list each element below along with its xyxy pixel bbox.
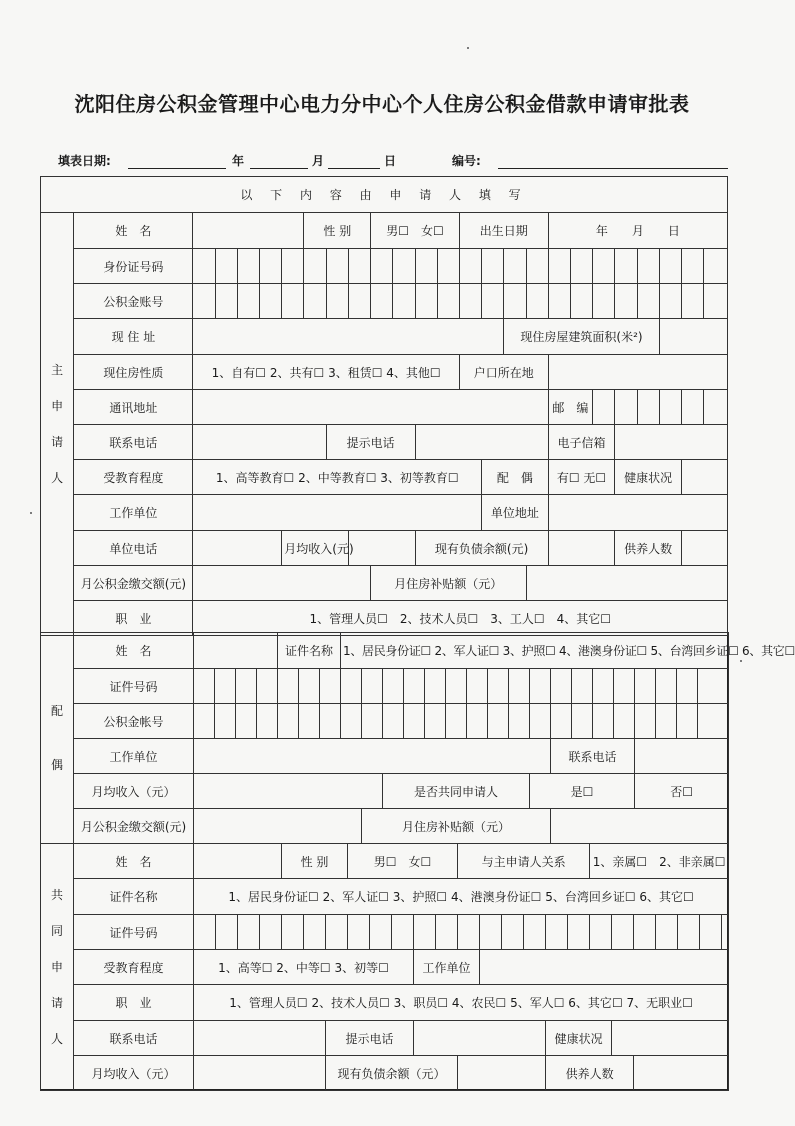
main-housing-nature-label: 现住房性质 — [74, 355, 193, 390]
spouse-section-label — [41, 633, 74, 844]
co-phone-label: 联系电话 — [74, 1021, 194, 1056]
spouse-employer-field[interactable] — [194, 739, 551, 774]
spouse-fund-digit[interactable] — [362, 704, 383, 739]
spouse-cert-digit[interactable] — [656, 669, 677, 704]
main-fund-digit[interactable] — [659, 284, 681, 319]
spouse-fund-digit[interactable] — [698, 704, 729, 739]
main-id-digit[interactable] — [348, 249, 370, 284]
main-id-digit[interactable] — [526, 249, 548, 284]
spouse-cert-digit[interactable] — [488, 669, 509, 704]
main-id-digit[interactable] — [260, 249, 282, 284]
number-field[interactable] — [498, 168, 728, 169]
spouse-cert-digit[interactable] — [257, 669, 278, 704]
form-title: 沈阳住房公积金管理中心电力分中心个人住房公积金借款申请审批表 — [74, 92, 690, 116]
main-spouse-options[interactable]: 有☐ 无☐ — [548, 460, 615, 495]
main-id-digit[interactable] — [570, 249, 592, 284]
main-fund-digit[interactable] — [526, 284, 548, 319]
main-name-label: 姓 名 — [74, 213, 193, 249]
spouse-cert-digit[interactable] — [236, 669, 257, 704]
spouse-fund-digit[interactable] — [341, 704, 362, 739]
main-id-digit[interactable] — [371, 249, 393, 284]
co-applicant-table — [40, 843, 729, 1091]
spouse-fund-account-label: 公积金帐号 — [74, 704, 194, 739]
spouse-cert-options[interactable]: 1、居民身份证☐ 2、军人证☐ 3、护照☐ 4、港澳身份证☐ 5、台湾回乡证☐ 6、其它☐ — [341, 633, 729, 669]
co-cert-digit[interactable] — [656, 915, 678, 950]
spouse-cert-no-label: 证件号码 — [74, 669, 194, 704]
spouse-fund-digit[interactable] — [467, 704, 488, 739]
co-cert-no-label: 证件号码 — [74, 915, 194, 950]
main-id-digit[interactable] — [304, 249, 326, 284]
main-fund-digit[interactable] — [215, 284, 237, 319]
spouse-fund-digit[interactable] — [677, 704, 698, 739]
main-birth-label: 出生日期 — [459, 213, 548, 249]
main-fund-digit[interactable] — [459, 284, 481, 319]
spouse-fund-digit[interactable] — [383, 704, 404, 739]
spouse-cert-digit[interactable] — [530, 669, 551, 704]
main-gender-label: 性 别 — [304, 213, 371, 249]
spouse-fund-digit[interactable] — [299, 704, 320, 739]
main-phone-field[interactable] — [193, 425, 326, 460]
main-fund-digit[interactable] — [371, 284, 393, 319]
spouse-fund-digit[interactable] — [509, 704, 530, 739]
main-postcode-label: 邮 编 — [548, 390, 592, 425]
co-section-text: 共同申请人 — [50, 888, 63, 1046]
main-fund-digit[interactable] — [415, 284, 437, 319]
main-fund-digit[interactable] — [304, 284, 326, 319]
main-area-field[interactable] — [659, 319, 727, 355]
main-postcode-digit[interactable] — [593, 390, 615, 425]
main-employer-phone-field[interactable] — [193, 531, 282, 566]
co-cert-digit[interactable] — [480, 915, 502, 950]
main-birth-field[interactable]: 年 月 日 — [548, 213, 727, 249]
spouse-fund-digit[interactable] — [488, 704, 509, 739]
co-cert-name-label: 证件名称 — [74, 879, 194, 915]
main-occupation-options[interactable]: 1、管理人员☐ 2、技术人员☐ 3、工人☐ 4、其它☐ — [193, 601, 728, 636]
spouse-cert-digit[interactable] — [509, 669, 530, 704]
spouse-monthly-fund-label: 月公积金缴交额(元) — [74, 809, 194, 844]
main-id-digit[interactable] — [548, 249, 570, 284]
main-health-label: 健康状况 — [615, 460, 682, 495]
co-employer-field[interactable] — [480, 950, 729, 985]
co-cert-digit[interactable] — [282, 915, 304, 950]
fill-date-year-field[interactable] — [128, 168, 226, 169]
co-occupation-options[interactable]: 1、管理人员☐ 2、技术人员☐ 3、职员☐ 4、农民☐ 5、军人☐ 6、其它☐ 7、无职业☐ — [194, 985, 729, 1021]
spouse-housing-subsidy-field[interactable] — [551, 809, 729, 844]
spouse-cert-digit[interactable] — [551, 669, 572, 704]
main-monthly-income-label: 月均收入(元) — [282, 531, 349, 566]
scan-speck — [467, 47, 469, 49]
spouse-cert-digit[interactable] — [278, 669, 299, 704]
main-fund-digit[interactable] — [704, 284, 728, 319]
main-id-digit[interactable] — [459, 249, 481, 284]
main-id-digit[interactable] — [326, 249, 348, 284]
main-id-digit[interactable] — [615, 249, 637, 284]
main-monthly-income-field[interactable] — [348, 531, 415, 566]
co-name-field[interactable] — [194, 844, 282, 879]
spouse-fund-digit[interactable] — [530, 704, 551, 739]
spouse-cert-digit[interactable] — [698, 669, 729, 704]
co-cert-digit[interactable] — [326, 915, 348, 950]
co-occupation-label: 职 业 — [74, 985, 194, 1021]
co-cert-digit[interactable] — [194, 915, 216, 950]
co-relation-label: 与主申请人关系 — [458, 844, 590, 879]
spouse-cert-name-label: 证件名称 — [278, 633, 341, 669]
main-applicant-table — [40, 176, 728, 636]
main-monthly-fund-label: 月公积金缴交额(元) — [74, 566, 193, 601]
main-housing-nature-options[interactable]: 1、自有☐ 2、共有☐ 3、租赁☐ 4、其他☐ — [193, 355, 459, 390]
co-education-options[interactable]: 1、高等☐ 2、中等☐ 3、初等☐ — [194, 950, 414, 985]
spouse-fund-digit[interactable] — [446, 704, 467, 739]
main-id-digit[interactable] — [593, 249, 615, 284]
main-email-label: 电子信箱 — [548, 425, 615, 460]
main-dependents-field[interactable] — [681, 531, 727, 566]
fill-date-day-field[interactable] — [328, 168, 380, 169]
main-fund-digit[interactable] — [593, 284, 615, 319]
co-alert-phone-field[interactable] — [414, 1021, 546, 1056]
section-header: 以 下 内 容 由 申 请 人 填 写 — [41, 177, 728, 213]
main-id-digit[interactable] — [704, 249, 728, 284]
main-id-digit[interactable] — [215, 249, 237, 284]
main-id-digit[interactable] — [237, 249, 259, 284]
main-id-digit[interactable] — [393, 249, 415, 284]
main-spouse-label: 配 偶 — [482, 460, 549, 495]
co-education-label: 受教育程度 — [74, 950, 194, 985]
spouse-no-option[interactable]: 否☐ — [635, 774, 729, 809]
main-section-text: 主申请人 — [51, 363, 64, 485]
co-alert-phone-label: 提示电话 — [326, 1021, 414, 1056]
co-cert-digit[interactable] — [524, 915, 546, 950]
spouse-yes-option[interactable]: 是☐ — [530, 774, 635, 809]
main-postcode-digit[interactable] — [615, 390, 637, 425]
main-fund-account-label: 公积金账号 — [74, 284, 193, 319]
spouse-cert-digit[interactable] — [425, 669, 446, 704]
main-postcode-digit[interactable] — [637, 390, 659, 425]
main-debt-label: 现有负债余额(元) — [415, 531, 548, 566]
co-health-label: 健康状况 — [546, 1021, 612, 1056]
co-dependents-label: 供养人数 — [546, 1056, 634, 1091]
co-cert-digit[interactable] — [722, 915, 729, 950]
main-id-digit[interactable] — [437, 249, 459, 284]
main-id-digit[interactable] — [504, 249, 526, 284]
main-housing-subsidy-label: 月住房补贴额（元） — [371, 566, 526, 601]
main-occupation-label: 职 业 — [74, 601, 193, 636]
co-gender-label: 性 别 — [282, 844, 348, 879]
main-fund-digit[interactable] — [260, 284, 282, 319]
spouse-cert-digit[interactable] — [404, 669, 425, 704]
fill-date-month-field[interactable] — [250, 168, 308, 169]
main-name-field[interactable] — [193, 213, 304, 249]
co-cert-digit[interactable] — [590, 915, 612, 950]
main-employer-label: 工作单位 — [74, 495, 193, 531]
main-id-digit[interactable] — [637, 249, 659, 284]
main-fund-digit[interactable] — [237, 284, 259, 319]
main-fund-digit[interactable] — [282, 284, 304, 319]
main-area-label: 现住房屋建筑面积(米²) — [504, 319, 659, 355]
main-gender-options[interactable]: 男☐ 女☐ — [371, 213, 460, 249]
spouse-fund-digit[interactable] — [425, 704, 446, 739]
scan-speck — [740, 660, 742, 662]
spouse-phone-field[interactable] — [635, 739, 729, 774]
spouse-fund-digit[interactable] — [551, 704, 572, 739]
spouse-cert-digit[interactable] — [194, 669, 215, 704]
main-phone-label: 联系电话 — [74, 425, 193, 460]
co-debt-label: 现有负债余额（元） — [326, 1056, 458, 1091]
main-fund-digit[interactable] — [504, 284, 526, 319]
co-cert-digit[interactable] — [370, 915, 392, 950]
main-fund-digit[interactable] — [326, 284, 348, 319]
main-fund-digit[interactable] — [570, 284, 592, 319]
spouse-fund-digit[interactable] — [215, 704, 236, 739]
co-dependents-field[interactable] — [634, 1056, 729, 1091]
co-cert-options[interactable]: 1、居民身份证☐ 2、军人证☐ 3、护照☐ 4、港澳身份证☐ 5、台湾回乡证☐ 6、其它☐ — [194, 879, 729, 915]
spouse-cert-digit[interactable] — [467, 669, 488, 704]
year-label: 年 — [232, 154, 245, 168]
main-mail-address-label: 通讯地址 — [74, 390, 193, 425]
main-hukou-field[interactable] — [548, 355, 727, 390]
spouse-co-applicant-label: 是否共同申请人 — [383, 774, 530, 809]
spouse-monthly-income-field[interactable] — [194, 774, 383, 809]
main-dependents-label: 供养人数 — [615, 531, 682, 566]
co-cert-digit[interactable] — [238, 915, 260, 950]
month-label: 月 — [312, 154, 325, 168]
spouse-cert-digit[interactable] — [299, 669, 320, 704]
main-postcode-digit[interactable] — [681, 390, 703, 425]
number-label: 编号: — [452, 154, 481, 168]
spouse-cert-digit[interactable] — [677, 669, 698, 704]
main-employer-field[interactable] — [193, 495, 482, 531]
spouse-cert-digit[interactable] — [341, 669, 362, 704]
spouse-cert-digit[interactable] — [446, 669, 467, 704]
main-email-field[interactable] — [615, 425, 728, 460]
main-fund-digit[interactable] — [681, 284, 703, 319]
main-id-digit[interactable] — [282, 249, 304, 284]
co-cert-digit[interactable] — [260, 915, 282, 950]
main-hukou-label: 户口所在地 — [459, 355, 548, 390]
main-postcode-digit[interactable] — [704, 390, 728, 425]
main-fund-digit[interactable] — [193, 284, 215, 319]
spouse-cert-digit[interactable] — [383, 669, 404, 704]
main-id-digit[interactable] — [681, 249, 703, 284]
co-cert-digit[interactable] — [392, 915, 414, 950]
main-postcode-digit[interactable] — [659, 390, 681, 425]
main-id-label: 身份证号码 — [74, 249, 193, 284]
main-health-field[interactable] — [681, 460, 727, 495]
spouse-cert-digit[interactable] — [614, 669, 635, 704]
spouse-cert-digit[interactable] — [362, 669, 383, 704]
main-employer-phone-label: 单位电话 — [74, 531, 193, 566]
co-health-field[interactable] — [612, 1021, 729, 1056]
spouse-fund-digit[interactable] — [194, 704, 215, 739]
spouse-cert-digit[interactable] — [593, 669, 614, 704]
main-education-options[interactable]: 1、高等教育☐ 2、中等教育☐ 3、初等教育☐ — [193, 460, 482, 495]
co-cert-digit[interactable] — [634, 915, 656, 950]
spouse-fund-digit[interactable] — [320, 704, 341, 739]
main-alert-phone-label: 提示电话 — [326, 425, 415, 460]
main-mail-address-field[interactable] — [193, 390, 548, 425]
main-monthly-fund-field[interactable] — [193, 566, 371, 601]
co-cert-digit[interactable] — [612, 915, 634, 950]
spouse-housing-subsidy-label: 月住房补贴额（元） — [362, 809, 551, 844]
main-fund-digit[interactable] — [437, 284, 459, 319]
spouse-fund-digit[interactable] — [278, 704, 299, 739]
co-cert-digit[interactable] — [678, 915, 700, 950]
spouse-employer-label: 工作单位 — [74, 739, 194, 774]
main-id-digit[interactable] — [415, 249, 437, 284]
spouse-fund-digit[interactable] — [236, 704, 257, 739]
main-fund-digit[interactable] — [393, 284, 415, 319]
spouse-cert-digit[interactable] — [635, 669, 656, 704]
co-monthly-income-field[interactable] — [194, 1056, 326, 1091]
spouse-name-label: 姓 名 — [74, 633, 194, 669]
spouse-table — [40, 632, 795, 844]
co-relation-options[interactable]: 1、亲属☐ 2、非亲属☐ — [590, 844, 729, 879]
co-name-label: 姓 名 — [74, 844, 194, 879]
co-cert-digit[interactable] — [568, 915, 590, 950]
spouse-cert-digit[interactable] — [320, 669, 341, 704]
main-education-label: 受教育程度 — [74, 460, 193, 495]
spouse-fund-digit[interactable] — [257, 704, 278, 739]
main-employer-address-field[interactable] — [548, 495, 727, 531]
spouse-section-text: 配偶 — [50, 704, 63, 772]
main-id-digit[interactable] — [659, 249, 681, 284]
co-cert-digit[interactable] — [304, 915, 326, 950]
spouse-fund-digit[interactable] — [635, 704, 656, 739]
co-gender-options[interactable]: 男☐ 女☐ — [348, 844, 458, 879]
main-fund-digit[interactable] — [615, 284, 637, 319]
co-cert-digit[interactable] — [458, 915, 480, 950]
spouse-cert-digit[interactable] — [215, 669, 236, 704]
spouse-fund-digit[interactable] — [593, 704, 614, 739]
scan-speck — [30, 512, 32, 514]
main-address-field[interactable] — [193, 319, 504, 355]
fill-date-label: 填表日期: — [58, 154, 111, 168]
co-applicant-section-label — [41, 844, 74, 1091]
co-cert-digit[interactable] — [546, 915, 568, 950]
main-id-digit[interactable] — [482, 249, 504, 284]
spouse-fund-digit[interactable] — [656, 704, 677, 739]
main-fund-digit[interactable] — [548, 284, 570, 319]
co-cert-digit[interactable] — [700, 915, 722, 950]
main-applicant-section-label — [41, 213, 74, 636]
co-cert-digit[interactable] — [216, 915, 238, 950]
co-cert-digit[interactable] — [414, 915, 436, 950]
spouse-phone-label: 联系电话 — [551, 739, 635, 774]
main-address-label: 现 住 址 — [74, 319, 193, 355]
main-id-digit[interactable] — [193, 249, 215, 284]
co-monthly-income-label: 月均收入（元） — [74, 1056, 194, 1091]
spouse-monthly-fund-field[interactable] — [194, 809, 362, 844]
spouse-cert-digit[interactable] — [572, 669, 593, 704]
co-cert-digit[interactable] — [348, 915, 370, 950]
spouse-name-field[interactable] — [194, 633, 278, 669]
day-label: 日 — [384, 154, 397, 168]
main-housing-subsidy-field[interactable] — [526, 566, 727, 601]
main-employer-address-label: 单位地址 — [482, 495, 549, 531]
spouse-fund-digit[interactable] — [614, 704, 635, 739]
co-employer-label: 工作单位 — [414, 950, 480, 985]
spouse-fund-digit[interactable] — [404, 704, 425, 739]
co-phone-field[interactable] — [194, 1021, 326, 1056]
main-fund-digit[interactable] — [482, 284, 504, 319]
co-debt-field[interactable] — [458, 1056, 546, 1091]
main-alert-phone-field[interactable] — [415, 425, 548, 460]
spouse-monthly-income-label: 月均收入（元） — [74, 774, 194, 809]
main-fund-digit[interactable] — [637, 284, 659, 319]
spouse-fund-digit[interactable] — [572, 704, 593, 739]
main-fund-digit[interactable] — [348, 284, 370, 319]
co-cert-digit[interactable] — [436, 915, 458, 950]
co-cert-digit[interactable] — [502, 915, 524, 950]
main-debt-field[interactable] — [548, 531, 615, 566]
